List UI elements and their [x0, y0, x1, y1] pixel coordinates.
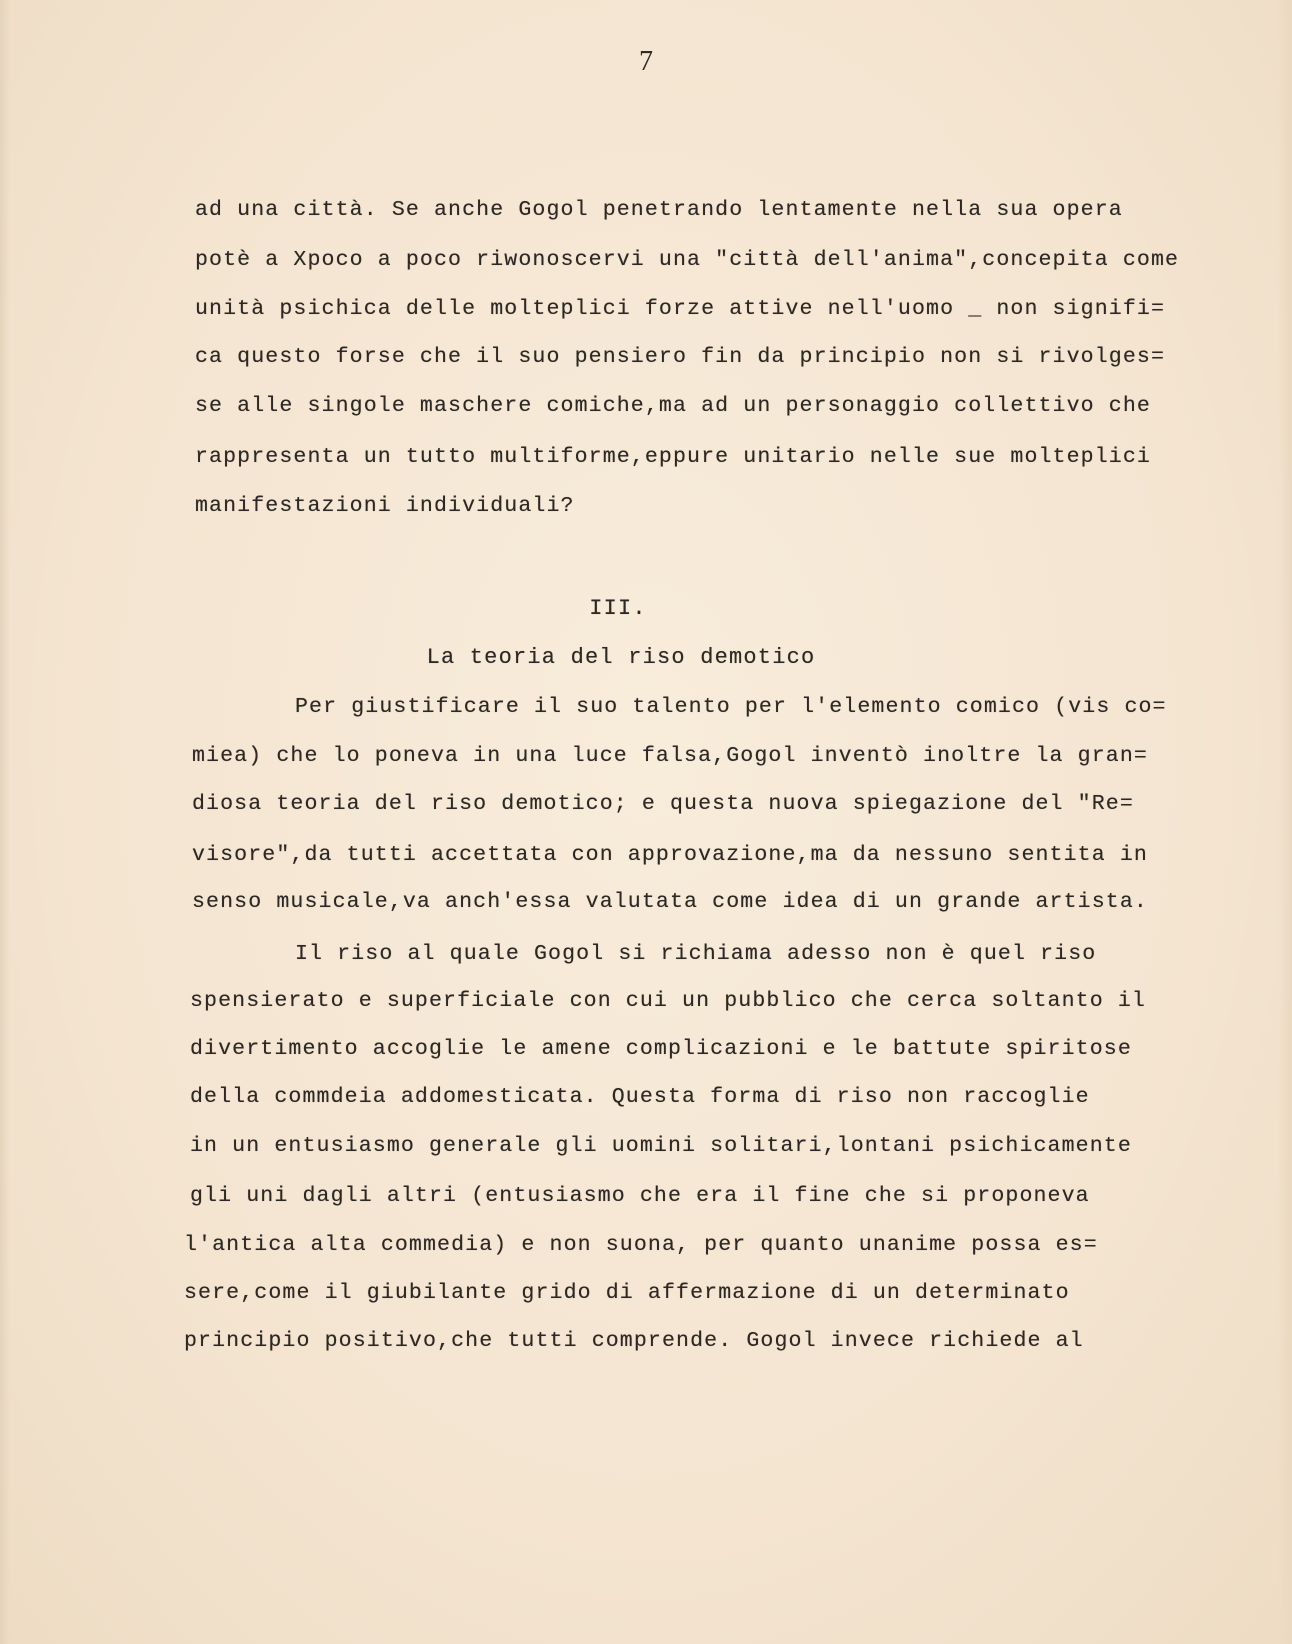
- text-line: spensierato e superficiale con cui un pubblico che cerca soltanto il: [190, 989, 1146, 1013]
- text-line: della commdeia addomesticata. Questa forma di riso non raccoglie: [190, 1085, 1090, 1109]
- text-line: rappresenta un tutto multiforme,eppure unitario nelle sue molteplici: [195, 445, 1151, 469]
- page-number: 7: [639, 46, 653, 77]
- text-line: Per giustificare il suo talento per l'elemento comico (vis co=: [295, 695, 1167, 719]
- text-line: ca questo forse che il suo pensiero fin da principio non si rivolges=: [195, 345, 1166, 369]
- text-line: sere,come il giubilante grido di affermazione di un determinato: [184, 1281, 1070, 1305]
- text-line: miea) che lo poneva in una luce falsa,Gogol inventò inoltre la gran=: [192, 744, 1148, 768]
- paper-edge-left: [0, 0, 10, 1644]
- text-line: senso musicale,va anch'essa valutata come idea di un grande artista.: [192, 890, 1148, 914]
- paper-edge-right: [1278, 0, 1292, 1644]
- section-number: III.: [589, 596, 647, 621]
- text-line: l'antica alta commedia) e non suona, per quanto unanime possa es=: [184, 1233, 1098, 1257]
- section-title: La teoria del riso demotico: [426, 645, 816, 670]
- text-line: manifestazioni individuali?: [195, 494, 575, 518]
- text-line: visore",da tutti accettata con approvazione,ma da nessuno sentita in: [192, 843, 1148, 867]
- text-line: ad una città. Se anche Gogol penetrando lentamente nella sua opera: [195, 198, 1123, 222]
- text-line: potè a Xpoco a poco riwonoscervi una "città dell'anima",concepita come: [195, 248, 1180, 272]
- text-line: divertimento accoglie le amene complicazioni e le battute spiritose: [190, 1037, 1132, 1061]
- text-line: Il riso al quale Gogol si richiama adesso non è quel riso: [295, 942, 1097, 966]
- text-line: unità psichica delle molteplici forze attive nell'uomo _ non signifi=: [195, 297, 1166, 321]
- text-line: gli uni dagli altri (entusiasmo che era il fine che si proponeva: [190, 1184, 1090, 1208]
- text-line: in un entusiasmo generale gli uomini solitari,lontani psichicamente: [190, 1134, 1132, 1158]
- text-line: principio positivo,che tutti comprende. Gogol invece richiede al: [184, 1329, 1084, 1353]
- text-line: se alle singole maschere comiche,ma ad un personaggio collettivo che: [195, 394, 1151, 418]
- text-line: diosa teoria del riso demotico; e questa nuova spiegazione del "Re=: [192, 792, 1134, 816]
